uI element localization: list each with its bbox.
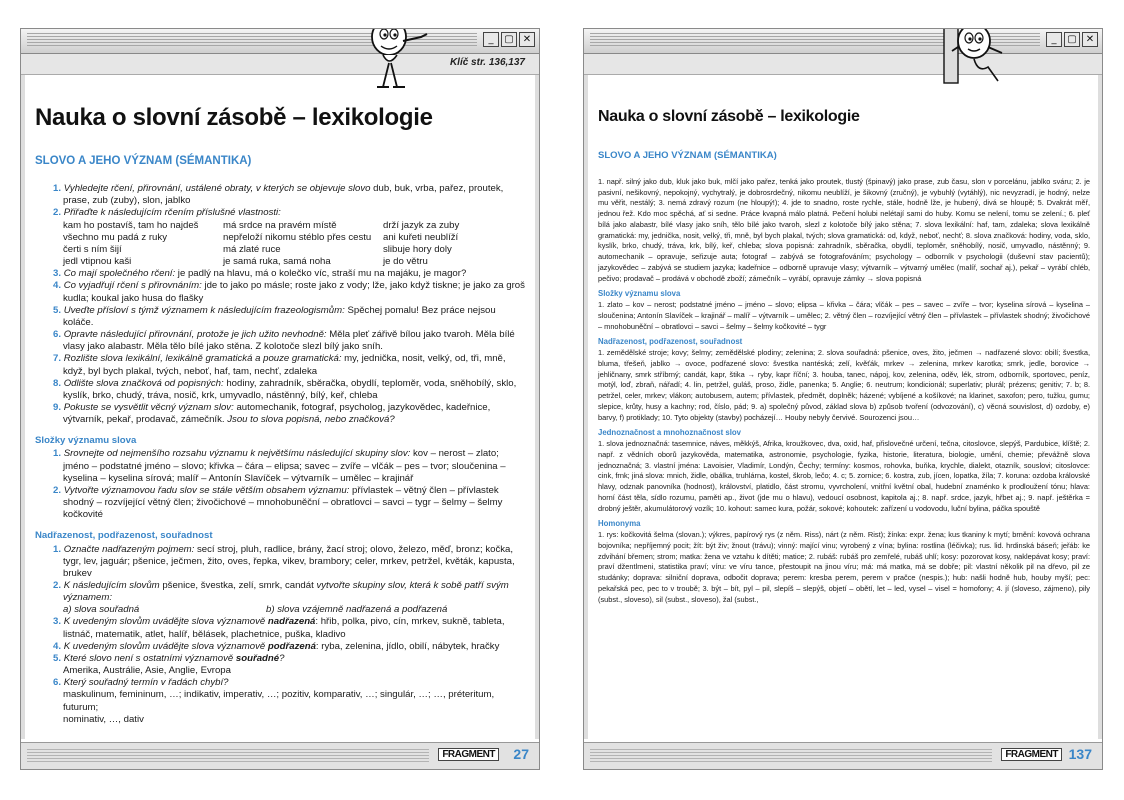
phrase-grid: kam ho postavíš, tam ho najdeš má srdce na pravém místě drží jazyk za zuby všechno mu padá z ruky nepřeloží nikomu stéblo přes cestu ani kuřeti neublíží čerti s ním šijí má zlaté ruce slibuje hory doly jedl vtipnou kaši je samá ruka, samá noha je do větru [63,219,460,268]
exercise-item: 9. Pokuste se vysvětlit věcný význam slov: automechanik, fotograf, psycholog, jazykovědec, kadeřnice, výtvarník, pekař, prodavač, zámečník. Jsou to slova popisná, nebo značková? [53,401,491,426]
exercise-item: 2. K následujícím slovům pšenice, švestka, zelí, smrk, candát vytvořte skupiny slov, která k sobě patří svým významem: [53,580,509,604]
answer-key-bar [21,54,539,75]
section-heading-semantics: SLOVO A JEHO VÝZNAM (SÉMANTIKA) [35,155,252,167]
peeking-mascot-icon [940,28,1012,91]
exercise-item: 6. Který souřadný termín v řadách chybí? [53,677,229,689]
exercise-item: 5. Uveďte přísloví s týmž významem k následujícím frazeologismům: Spěchej pomalu! Bez práce nejsou koláče. [53,304,496,328]
answer-bar [584,54,1102,75]
page-footer [21,742,539,769]
close-icon[interactable]: ✕ [519,32,535,47]
publisher-logo: FRAGMENT [438,748,499,761]
publisher-logo: FRAGMENT [1001,748,1062,761]
maximize-icon[interactable]: ▢ [501,32,517,47]
exercise-item: 5. Které slovo není s ostatními významově souřadné? [53,652,285,664]
minimize-icon[interactable]: _ [483,32,499,47]
answer-paragraph: 1. rys: kočkovitá šelma (slovan.); výkres, papírový rys (z něm. Riss), nárt (z něm. Rist); žínka: expr. žena; kus tkaniny k mytí; brnění: kovová ochrana bojovníka; nepříjemný pocit; žít: být živ; žnout (trávu); vinný: mající vinu; vyrobený z vína; bylina: rostlina (léčivka); rus. lid. hrdinská báseň; jeřáb: ke zdvihání břemen; strom; matka: žena ve vztahu k dítěti; matice; 2. rubáš: rubáš pro zemřelé, rubáš uhlí; kosy: pozorovat kosy, naklepávat kosy; praví: praví džentlmeni, statistika praví; víru: ve víru tance, přestoupit na jinou víru; má: má matka, má se dobře; pil: vlastní několik pil na dřevo, pil ze studánky; doprava: silniční doprava, odbočit doprava; perem: kresba perem, perem v pračce (nespis.); hub: našli hodně hub, houby myší; pec: pekařská pec, pec to v troubě; 3. být – bít, pyl – pil, slepíš – slepýš, objetí – obětí, let – led, vysel – visel = homofony; 4. jí (sloveso, zájmeno), pily (subst., sloveso), sil (subst., sloveso), žal (subst., [598,530,1090,604]
exercise-item: 3. K uvedeným slovům uvádějte slova významově nadřazená: hřib, polka, pivo, cín, mrkev, sukně, tableta, listnáč, matematik, atlet, halíř, bělásek, plachetnice, puška, kladivo [53,616,505,640]
exercise-item: 1. Srovnejte od nejmenšího rozsahu významu k největšímu následující skupiny slov: kov – nerost – zlato; jméno – podstatné jméno – slovo; křivka – čára – elipsa; savec – zvíře – vlčák – pes – tvor; sloučenina – kyselina – kyselina sírová; malíř – Antonín Slavíček – výtvarník – umělec – krajinář [53,448,506,484]
pointing-mascot-icon [359,28,431,91]
section-heading-hierarchy: Nadřazenost, podřazenost, souřadnost [598,337,743,347]
exercise-item: 2. Přiřaďte k následujícím rčením příslušné vlastnosti: [53,207,281,219]
page-number: 137 [1068,746,1092,762]
exercise-line: nominativ, …, dativ [63,713,144,725]
exercise-options: a) slova souřadná b) slova vzájemně nadřazená a podřazená [63,604,448,616]
exercise-item: 3. Co mají společného rčení: je padlý na hlavu, má o kolečko víc, straší mu na majáku, je magor? [53,268,467,280]
exercise-item: 1. Vyhledejte rčení, přirovnání, ustálené obraty, v kterých se objevuje slovo dub, buk, vrba, pařez, proutek, prase, zub (zuby), slon, jablko [53,183,504,207]
section-heading-polysemy: Jednoznačnost a mnohoznačnost slov [598,428,741,438]
answer-paragraph: 1. slova jednoznačná: tasemnice, náves, měkkýš, Afrika, kroužkovec, dva, oxid, haf, přislovečné určení, tečna, citoslovce, slepýš, Pardubice, klíště; 2. např. z vědních oborů jazykověda, matematika, astronomie, psychologie, fyzika, historie, literatura, biologie, umění, chemie; převážně slova jednoznačná; 3. vlastní jména: Lavoisier, Vladimír, Londýn, Čechy; termíny: kosmos, rohovka, buňka, krychle, dialekt, otazník, souslovi; citoslovce: cink, frnk; jiná slova: mnich, židle, obálka, truhlárna, kostel, škrob, lečo; 4. c; 5. zornice; 6. kostra, zub, jícen, lopatka, žíla; 7. koruna: ozdoba královské hlavy, odznak panovníka (hodnost), království, platidlo, část stromu, vyvrcholení, vnitřní květní obal, hudební znaménko k prodloužení tónu; hlava: horní část těla, sídlo rozumu, paměti ap., život (jde mu o hlavu), vedoucí osobnost, kapitola aj.; 8. např. srdce, jazyk, hřbet aj.; 9. např. ještěrka = drobný ještěr, akumulátorový vozík; 10. kohout: samec kura, požár, sokové; kohoutek: zařízení u vodovodu, luční bylina, páčka spouště [598,439,1090,513]
window-titlebar [584,29,1102,54]
section-heading-meaning-components: Složky významu slova [35,435,137,447]
exercise-item: 4. Co vyjadřují rčení s přirovnáním: jde to jako po másle; roste jako z vody; lže, jako když tiskne; je jako za groš kudla; koukal jako husa do flašky [53,280,525,304]
section-heading-meaning-components: Složky významu slova [598,289,681,299]
exercise-item: 1. Označte nadřazeným pojmem: secí stroj, pluh, radlice, brány, žací stroj; olovo, železo, měď, bronz; kočka, tygr, lev, jaguár; pšenice, ječmen, žito, oves, řepka, vikev, brambory; celer, mrkev, petržel, květák, kapusta, brukev [53,543,515,579]
exercise-content [35,155,527,726]
exercise-item: 4. K uvedeným slovům uvádějte slova významově podřazená: ryba, zelenina, jídlo, obilí, nábytek, hračky [53,640,500,652]
workbook-page-right [583,28,1103,770]
exercise-item: 6. Opravte následující přirovnání, protože je jich užito nevhodně: Měla pleť zářivě bílou jako tvaroh. Měla bílé vlasy jako alabastr. Měla tělo bílé jako stěna. Z kolotoče slezl bílý jako sníh. [53,329,515,353]
workbook-page-left [20,28,540,770]
exercise-line: maskulinum, femininum, …; indikativ, imperativ, …; pozitiv, komparativ, …; singulár, …; …, préteritum, futurum; [63,689,495,713]
answer-paragraph: 1. např. silný jako dub, kluk jako buk, mlčí jako pařez, tenká jako proutek, tlustý (špinavý) jako prase, zub času, slon v porcelánu, jablko sváru; 2. je pasivní, nešikovný, nepokojný, vychytralý, je dobrosrdečný, nikomu neublíží, je šikovný (zručný), je vybuhlý (vytáhlý), nic nevyzradí, je hodný, nelze mu věřit, nestálý; 3. nemá zdravý rozum (ne hloupý!); 4. jde to snadno, roste rychle, stále, hodně lže, je hubený, divá se hloupě; 5. Dvakrát měř, jednou řež. Kdo moc spěchá, ať si sedne. Práce kvapná málo platná. Pečení holubi nelétají sami do huby. Komu se nelení, tomu se zelení.; 6. pleť bílá jako alabastr, bílé vlasy jako sníh, tělo bílé jako tvaroh, slezl z kolotoče bílý jako stěna; 7. slova lexikální: haf, tam, zdaleka; slova lexikálně gramatická: my, jednička, nosit, velký, tři, mně, byl bych plakal, tvých; slova gramatická: od, když, neboť, nechť; 8. slova značková: hodiny, voda, sklo, kyslík, brko, chudý, tráva, krk, bílý, keř, chleba; slova popisná: zahradník, sběračka, obydlí, teploměr, sněhobílý, nosič, umyvadlo, nástěnný; 9. automechanik – opravuje, seřizuje auta; fotograf – zabývá se fotografováním; psychology – odborník v psychologii (duševní stav pacientů); jazykovědec – zabývá se studiem jazyka; kadeřnice – odborně upravuje vlasy; výtvarník – výtvarný umělec (malíř, sochař aj.), pekař – vyrábí chléb, pečivo; prodavač – prodává v obchodě zboží; zámečník – vyrábí, opravuje zámky → slova popisná [598,176,1090,283]
close-icon[interactable]: ✕ [1082,32,1098,47]
window-titlebar [21,29,539,54]
section-heading-homonyms: Homonyma [598,519,641,529]
page-title: Nauka o slovní zásobě – lexikologie [35,104,433,131]
exercise-item: 7. Rozlište slova lexikální, lexikálně gramatická a pouze gramatická: my, jednička, nosit, velký, od, tři, mně, když, byl bych plakal, tvých, neboť, haf, tam, nechť, zdaleka [53,353,506,377]
answer-paragraph: 1. zlato – kov – nerost; podstatné jméno – jméno – slovo; elipsa – křivka – čára; vlčák – pes – savec – zvíře – tvor; kyselina sírová – kyselina – sloučenina; Antonín Slavíček – krajinář – malíř – výtvarník – umělec; 2. větný člen – rozvíjející větný člen – přívlastek – přívlastek shodný; živočichové – mnohobuněční – obratlovci – savci – šelmy – šelmy kočkovité – tygr [598,300,1090,331]
answer-key-reference: Klíč str. 136,137 [449,57,525,68]
exercise-item: 2. Vytvořte významovou řadu slov se stále větším obsahem významu: přívlastek – větný člen – přívlastek shodný – rozvíjející větný člen; živočichové – mnohobuněční – obratlovci – savci – tygr – šelmy – šelmy kočkovité [53,484,503,521]
answer-paragraph: 1. zemědělské stroje; kovy; šelmy; zemědělské plodiny; zelenina; 2. slova souřadná: pšenice, oves, žito, ječmen → nadřazené slovo: obilí; švestka, bluma, třešeň, jablko → ovoce, podřazené slovo: švestka nantéská; zelí, kvěťák, mrkev → zelenina, mrkev karotka; smrk, jedle, borovice → jehličnany, smrk stříbrný; candát, kapr, štika → ryby, kapr říční; 3. houba, tanec, nápoj, kov, zelenina, oděv, lék, strom, odborník, sportovec, peníz, motýl, loď, zbraň, nářadí; 4. lin, petržel, guláš, proso, židle, panenka; 5. Anglie; 6. neutrum; kondicionál; superlativ; plurál; prézens; genitiv; 7. b; 8. petržel, celer, mrkev; vlákon; autobusem, autem; přívlastek, předmět, doplněk; házené; vybíjené a košíkové; na klarinet, saxofon; pero, tužku, gumu; slepice, krůty, husy a kachny; rod, číslo, pád; 9. a) společný původ, základ slova b) způsob tvoření (odvozování), c) věcná souvislost, d) ozdoby, e) barvy, f) protiklady; 10. Tyto objekty (stavby) pocházejí… Houby nebyly červivé. Sourozenci jsou… [598,348,1090,422]
exercise-line: Amerika, Austrálie, Asie, Anglie, Evropa [63,665,231,677]
page-title: Nauka o slovní zásobě – lexikologie [598,108,860,125]
section-heading-hierarchy: Nadřazenost, podřazenost, souřadnost [35,530,213,542]
minimize-icon[interactable]: _ [1046,32,1062,47]
exercise-item: 8. Odlište slova značková od popisných: hodiny, zahradník, sběračka, obydlí, teploměr, voda, sněhobílý, sklo, kyslík, brko, chudý, tráva, nosič, krk, umyvadlo, nástěnný, bílý, keř, chleba [53,377,517,401]
answer-content [598,151,1090,605]
page-number: 27 [513,746,529,762]
page-footer [584,742,1102,769]
maximize-icon[interactable]: ▢ [1064,32,1080,47]
section-heading-semantics: SLOVO A JEHO VÝZNAM (SÉMANTIKA) [598,150,777,161]
